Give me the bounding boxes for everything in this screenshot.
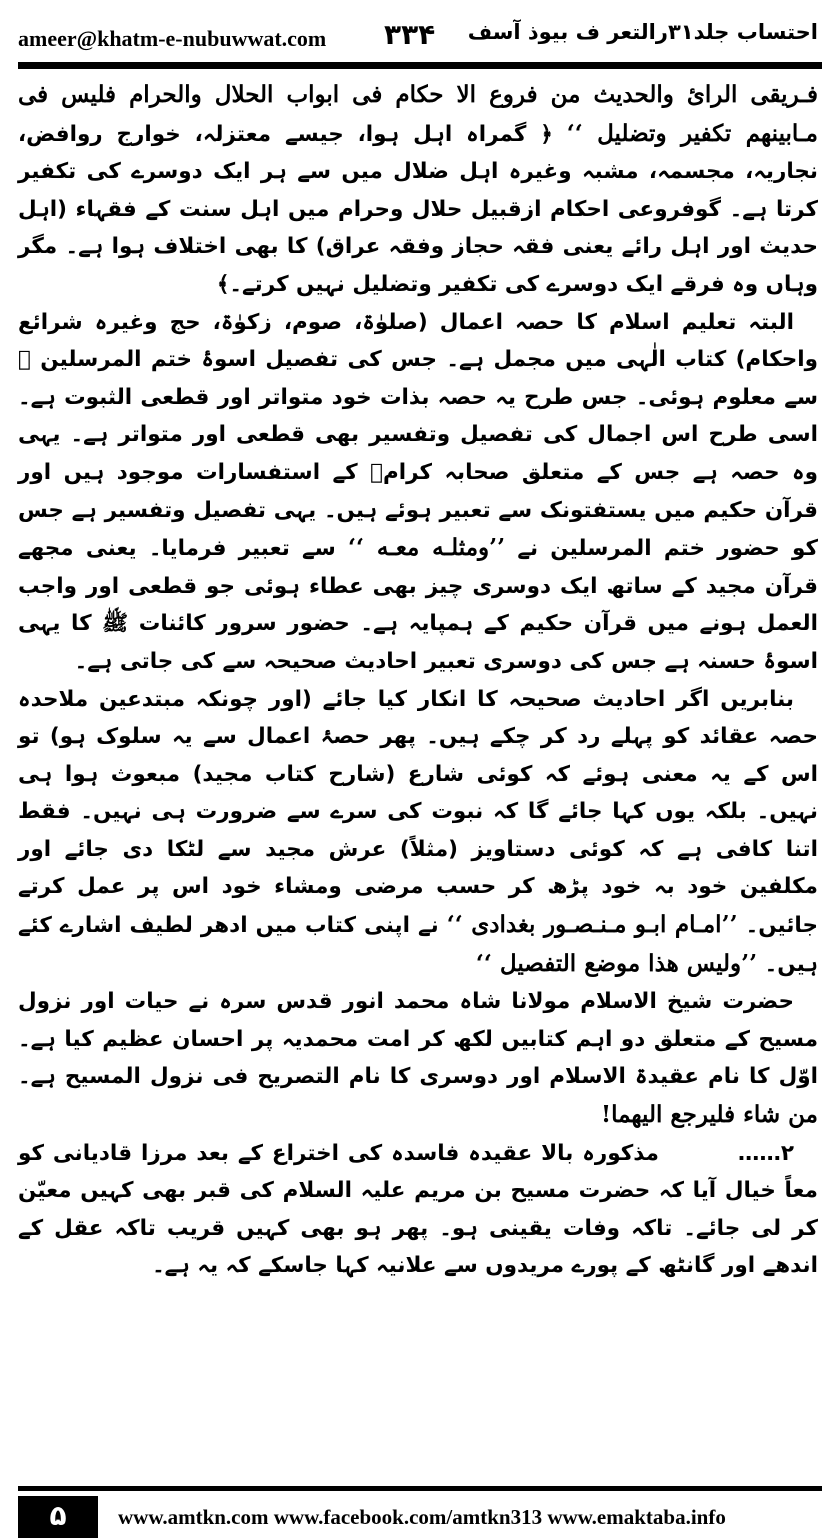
paragraph-5-text: مذکورہ بالا عقیدہ فاسدہ کی اختراع کے بعد مرزا قادیانی کو معاً خیال آیا کہ حضرت مسیح بن مریم علیہ السلام کی قبر بھی کہیں معیّن کر لی جائے۔ تاکہ وفات یقینی ہو۔ پھر ہو بھی کہیں قریب تاکہ عقل کے اندھے اور گانٹھ کے پورے مریدوں سے علانیہ کہا جاسکے کہ یہ ہے۔ — [18, 1140, 818, 1279]
imam-name-quote: ’’امـام ابـو مـنـصـور بغدادی ‘‘ — [446, 911, 738, 939]
footer-page-badge: ۵ — [18, 1496, 98, 1538]
paragraph-5 — [18, 1135, 818, 1285]
paragraph-2 — [18, 304, 818, 681]
page-header — [0, 0, 840, 70]
paragraph-2-text: البتہ تعلیم اسلام کا حصہ اعمال (صلوٰۃ، صوم، زکوٰۃ، حج وغیرہ شرائع واحکام) کتاب الٰہی میں مجمل ہے۔ جس کی تفصیل اسوۂ ختم المرسلین ﷺ سے معلوم ہوئی۔ جس طرح یہ حصہ بذات خود متواتر اور قطعی الثبوت ہے۔ اسی طرح اس اجمال کی تفصیل وتفسیر بھی قطعی اور متواتر ہے۔ یہی وہ حصہ ہے جس کے متعلق صحابہ کرامؓ کے استفسارات موجود ہیں اور قرآن حکیم میں یستفتونک سے تعبیر ہوئے ہیں۔ یہی تفصیل وتفسیر ہے جس کو حضور ختم المرسلین نے — [18, 309, 818, 562]
paragraph-2-rest: سے تعبیر فرمایا۔ یعنی مجھے قرآن مجید کے ساتھ ایک دوسری چیز بھی عطاء ہوئی جو قطعی اور واجب العمل ہونے میں قرآن حکیم کے ہمپایہ ہے۔ حضور سرور کائنات ﷺ کا یہی اسوۂ حسنہ ہے جس کی دوسری تعبیر احادیث صحیحہ سے کی جاتی ہے۔ — [18, 536, 818, 674]
page-number: ۳۳۴ — [384, 18, 436, 51]
header-email: ameer@khatm-e-nubuwwat.com — [18, 26, 327, 51]
page-body — [18, 76, 818, 1285]
footer-rule — [18, 1486, 822, 1491]
paragraph-3-rest: نے اپنی کتاب میں ادھر لطیف اشارے کئے ہیں۔ — [18, 913, 818, 977]
paragraph-3-text: بنابریں اگر احادیث صحیحہ کا انکار کیا جائے (اور چونکہ مبتدعین ملاحدہ حصہ عقائد کو پہلے رد کر چکے ہیں۔ پھر حصۂ اعمال سے یہ سلوک ہو) تو اس کے یہ معنی ہوئے کہ کوئی شارع (شارح کتاب مجید) مبعوث ہوا ہی نہیں۔ بلکہ یوں کہا جائے گا کہ نبوت کی سرے سے ضرورت ہی نہیں۔ فقط اتنا کافی ہے کہ کوئی دستاویز (مثلاً) عرش مجید سے لٹکا دی جائے اور مکلفین خود بہ خود پڑھ کر حسب مرضی ومشاء خود اس پر عمل کرتے جائیں۔ — [18, 686, 818, 939]
paragraph-3 — [18, 681, 818, 984]
paragraph-1 — [18, 76, 818, 304]
paragraph-1-text: ﴿ گمراہ اہل ہوا، جیسے معتزلہ، خوارج روافض، نجاریہ، مجسمہ، مشبہ وغیرہ اہل ضلال میں سے ہر ایک دوسرے کی تکفیر کرتا ہے۔ گوفروعی احکام ازقبیل حلال وحرام میں اہل سنت کے فقہاء (اہل حدیث اور اہل رائے یعنی فقہ حجاز وفقہ عراق) کا بھی اختلاف ہوا ہے۔ مگر وہاں وہ فرقے ایک دوسرے کی تکفیر وتضلیل نہیں کرتے۔﴾ — [18, 121, 818, 297]
footer-links: www.amtkn.com www.facebook.com/amtkn313 www.emaktaba.info — [118, 1505, 726, 1529]
header-rule — [18, 62, 822, 69]
hadith-quote: ’’ومثلـه معـه ‘‘ — [348, 534, 506, 562]
arabic-closing-quote: ’’ولیس هذا موضع التفصیل ‘‘ — [475, 949, 758, 977]
paragraph-4 — [18, 983, 818, 1134]
paragraph-4-text: حضرت شیخ الاسلام مولانا شاہ محمد انور قدس سرہ نے حیات اور نزول مسیح کے متعلق دو اہم کتابیں لکھ کر امت محمدیہ پر احسان عظیم کیا ہے۔ اوّل کا نام عقیدۃ الاسلام اور دوسری کا نام التصریح فی نزول المسیح ہے۔ — [18, 989, 818, 1090]
section-number: ۲…… — [728, 1140, 794, 1166]
arabic-quote: فـریقی الرائ والحدیث من فروع الا حکام فی ابواب الحلال والحرام فلیس فی مـابینهم تکفیر وتضلیل ‘‘ — [18, 81, 818, 147]
arabic-reference-quote: من شاء فلیرجع الیهما! — [601, 1101, 818, 1129]
book-title: احتساب جلد۳۱رالتعر ف بیوذ آسف — [467, 20, 818, 44]
